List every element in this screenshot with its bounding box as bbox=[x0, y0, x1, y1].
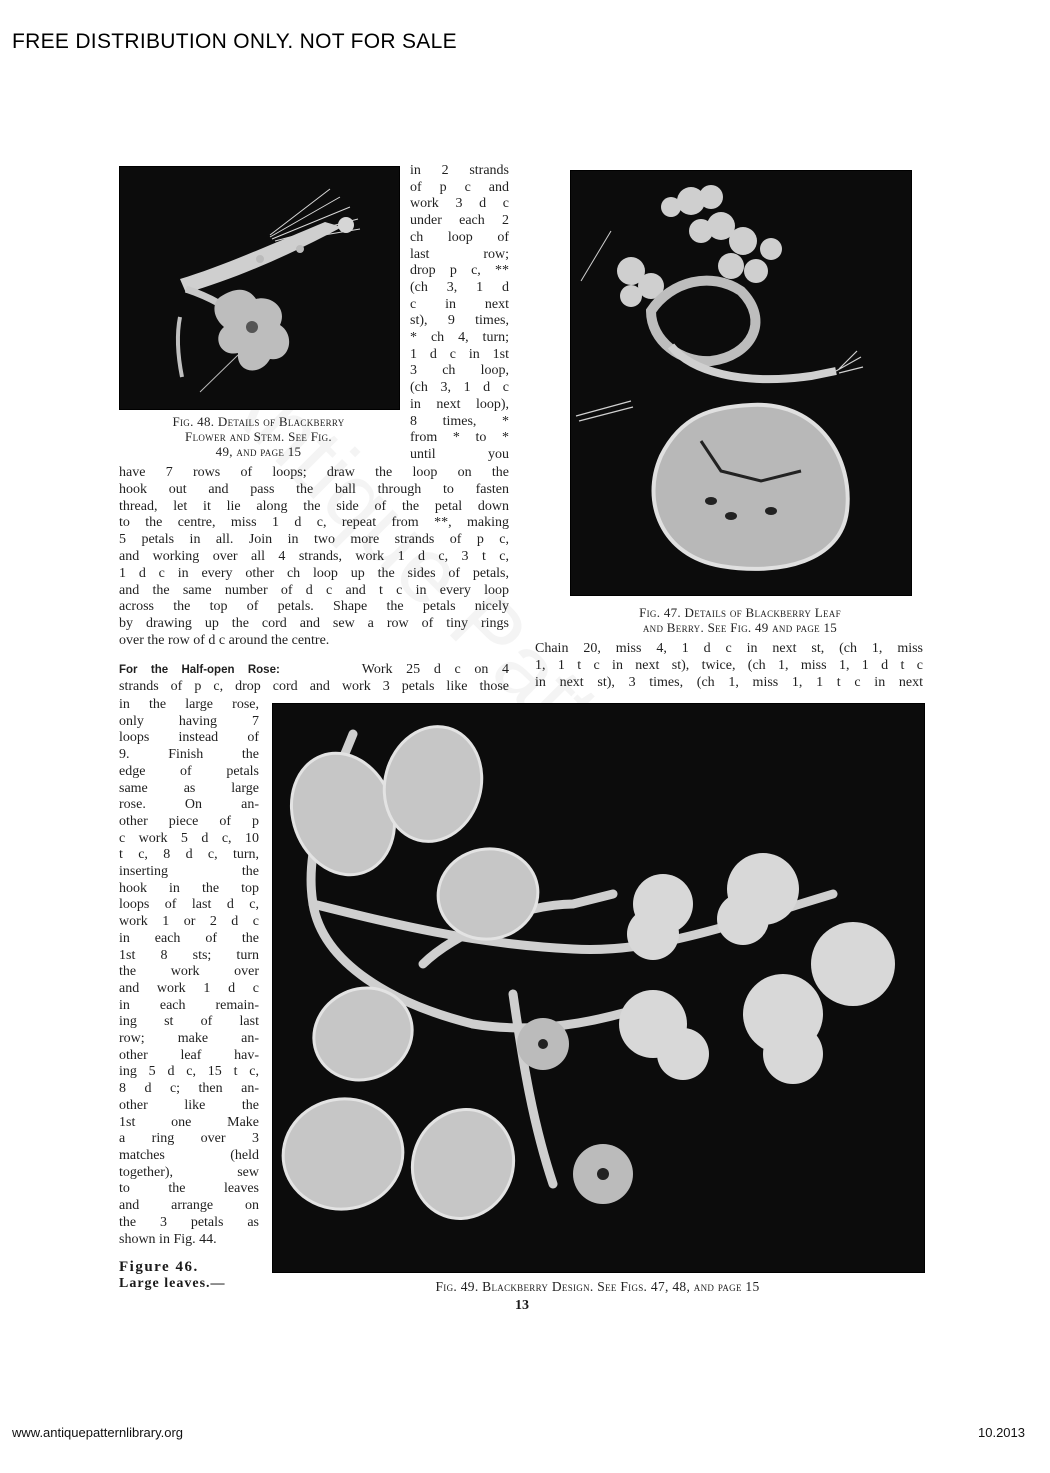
text-line: 3 ch loop, bbox=[410, 363, 509, 379]
fig48-caption-line: Fig. 48. Details of Blackberry bbox=[172, 414, 345, 429]
text-line: over the row of d c around the centre. bbox=[119, 632, 330, 648]
fig47-caption-line: and Berry. See Fig. 49 and page 15 bbox=[642, 620, 838, 635]
text-line: loops of last d c, bbox=[119, 897, 259, 913]
blackberry-stem-illustration bbox=[120, 167, 399, 409]
text-line: other leaf hav- bbox=[119, 1047, 259, 1063]
text-line: the work over bbox=[119, 964, 259, 980]
text-line: edge of petals bbox=[119, 763, 259, 779]
text-line: in the large rose, bbox=[119, 697, 259, 712]
text-line: 9. Finish the bbox=[119, 747, 259, 763]
footer-date: 10.2013 bbox=[978, 1425, 1025, 1440]
text-line: until you bbox=[410, 446, 509, 462]
text-line: Chain 20, miss 4, 1 d c in next st, (ch 1, miss bbox=[535, 641, 923, 656]
fig47-caption-line: Fig. 47. Details of Blackberry Leaf bbox=[639, 605, 841, 620]
text-line: and the same number of d c and t c in every loop bbox=[119, 582, 509, 598]
text-line: in each of the bbox=[119, 930, 259, 946]
text-line: together), sew bbox=[119, 1164, 259, 1180]
text-line: to the centre, miss 1 d c, repeat from **, making bbox=[119, 515, 509, 531]
text-line: hook out and pass the ball through to fasten bbox=[119, 481, 509, 497]
text-line: ch loop of bbox=[410, 229, 509, 245]
blackberry-design-illustration bbox=[273, 704, 924, 1272]
text-line: in next st), 3 times, (ch 1, miss 1, 1 t c in next bbox=[535, 674, 923, 690]
page-number: 13 bbox=[515, 1298, 529, 1313]
text-line: ing 5 d c, 15 t c, bbox=[119, 1064, 259, 1080]
text-line: 1, 1 t c in next st), twice, (ch 1, miss 1, 1 d t c bbox=[535, 657, 923, 673]
text-line: c in next bbox=[410, 296, 509, 312]
text-line: across the top of petals. Shape the petals nicely bbox=[119, 599, 509, 615]
text-line: 8 d c; then an- bbox=[119, 1081, 259, 1097]
figure-46-label bbox=[119, 1259, 259, 1276]
instruction-paragraph-1 bbox=[119, 465, 509, 650]
text-fragment: Work 25 d c on 4 bbox=[361, 662, 509, 677]
text-line: shown in Fig. 44. bbox=[119, 1231, 217, 1247]
text-line: thread, let it lie along the side of the petal down bbox=[119, 498, 509, 514]
fig49-caption: Fig. 49. Blackberry Design. See Figs. 47, 48, and page 15 bbox=[435, 1279, 760, 1294]
text-line: rose. On an- bbox=[119, 797, 259, 813]
text-line: and work 1 d c bbox=[119, 980, 259, 996]
text-line: 5 petals in all. Join in two more strands of p c, bbox=[119, 532, 509, 548]
text-line: same as large bbox=[119, 780, 259, 796]
text-line: other piece of p bbox=[119, 813, 259, 829]
distribution-banner: FREE DISTRIBUTION ONLY. NOT FOR SALE bbox=[12, 30, 457, 53]
instruction-column-1 bbox=[410, 163, 509, 464]
text-line: 1 d c in 1st bbox=[410, 346, 509, 362]
text-line: (ch 3, 1 d c bbox=[410, 380, 509, 396]
text-line: work 1 or 2 d c bbox=[119, 914, 259, 930]
text-line: hook in the top bbox=[119, 880, 259, 896]
text-line bbox=[119, 662, 509, 679]
text-line: of p c and bbox=[410, 179, 509, 195]
text-line: the 3 petals as bbox=[119, 1214, 259, 1230]
text-line: to the leaves bbox=[119, 1181, 259, 1197]
text-line: inserting the bbox=[119, 864, 259, 880]
text-line: under each 2 bbox=[410, 213, 509, 229]
text-line: (ch 3, 1 d bbox=[410, 279, 509, 295]
text-line: t c, 8 d c, turn, bbox=[119, 847, 259, 863]
fig48-caption bbox=[119, 414, 398, 459]
blackberry-leaf-berry-illustration bbox=[571, 171, 911, 595]
footer-site: www.antiquepatternlibrary.org bbox=[12, 1425, 184, 1440]
text-line: other like the bbox=[119, 1097, 259, 1113]
text-line: loops instead of bbox=[119, 730, 259, 746]
text-line: from * to * bbox=[410, 430, 509, 446]
text-line: row; make an- bbox=[119, 1031, 259, 1047]
text-line: c work 5 d c, 10 bbox=[119, 830, 259, 846]
text-line: have 7 rows of loops; draw the loop on the bbox=[119, 465, 509, 480]
fig48-caption-line: 49, and page 15 bbox=[215, 444, 302, 459]
text-line: 1st 8 sts; turn bbox=[119, 947, 259, 963]
text-line: a ring over 3 bbox=[119, 1131, 259, 1147]
text-line: 1st one Make bbox=[119, 1114, 259, 1130]
text-line: strands of p c, drop cord and work 3 petals like those bbox=[119, 678, 509, 694]
text-line: and working over all 4 strands, work 1 d c, 3 t c, bbox=[119, 548, 509, 564]
text-line: drop p c, ** bbox=[410, 263, 509, 279]
half-open-rose-heading: For the Half-open Rose: bbox=[119, 664, 280, 676]
fig49-photo bbox=[272, 703, 925, 1273]
fig48-caption-line: Flower and Stem. See Fig. bbox=[185, 429, 332, 444]
instruction-column-2 bbox=[119, 697, 259, 1248]
figure-46-text: Figure 46. bbox=[119, 1259, 199, 1275]
large-leaves-heading: Large leaves.— bbox=[119, 1276, 226, 1291]
chain-paragraph bbox=[535, 641, 923, 691]
text-line: st), 9 times, bbox=[410, 313, 509, 329]
fig47-caption bbox=[570, 605, 910, 635]
text-line: last row; bbox=[410, 246, 509, 262]
text-line: by drawing up the cord and sew a row of tiny rings bbox=[119, 616, 509, 632]
text-line: in 2 strands bbox=[410, 163, 509, 178]
half-open-rose-section bbox=[119, 662, 509, 696]
fig48-photo bbox=[119, 166, 400, 410]
fig47-photo bbox=[570, 170, 912, 596]
text-line: work 3 d c bbox=[410, 196, 509, 212]
text-line: in next loop), bbox=[410, 396, 509, 412]
text-line: matches (held bbox=[119, 1147, 259, 1163]
text-line: only having 7 bbox=[119, 713, 259, 729]
text-line: 1 d c in every other ch loop up the sides of petals, bbox=[119, 565, 509, 581]
text-line: ing st of last bbox=[119, 1014, 259, 1030]
text-line: 8 times, * bbox=[410, 413, 509, 429]
figure-46-heading bbox=[119, 1259, 259, 1292]
text-line: and arrange on bbox=[119, 1198, 259, 1214]
text-line: * ch 4, turn; bbox=[410, 330, 509, 346]
text-line: in each remain- bbox=[119, 997, 259, 1013]
